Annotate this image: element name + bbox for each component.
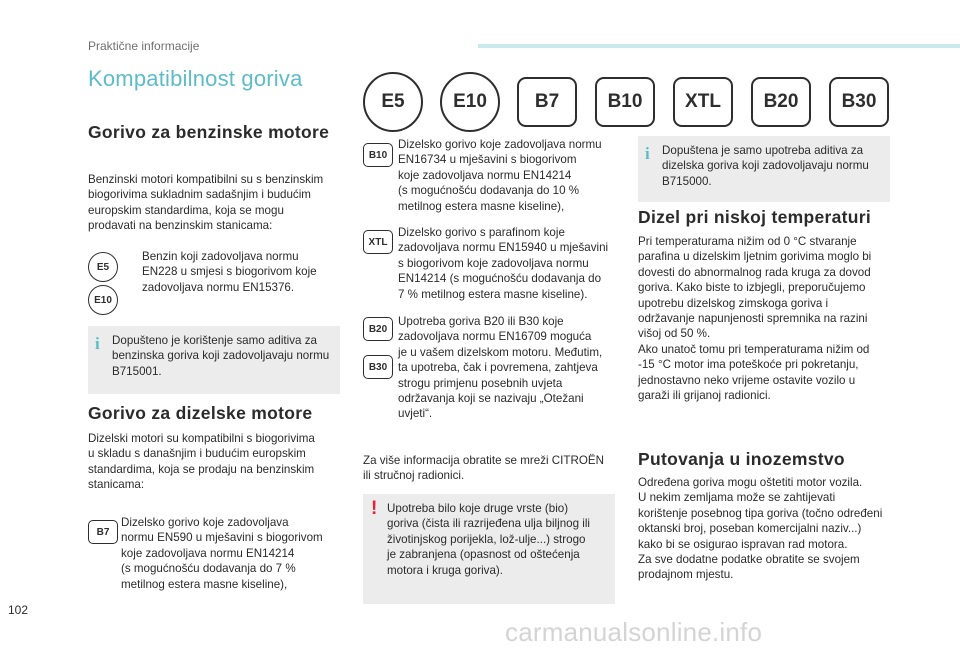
petrol-info-note <box>88 326 340 394</box>
diesel-info-note <box>638 136 890 202</box>
diesel-xtl-text: Dizelsko gorivo s parafinom koje zadovoljava normu EN15940 u mješavini s biogorivom koje zadovoljava normu EN14214 (s mogućnošću dodavanja do 7 % metilnog estera masne kiseline). <box>398 226 609 301</box>
fuel-label-e5-small: E5 <box>88 252 118 282</box>
diesel-more-info: Za više informacija obratite se mreži CITROËN ili stručnoj radionici. <box>363 454 604 483</box>
fuel-label-xtl: XTL <box>673 77 733 127</box>
page-title: Kompatibilnost goriva <box>88 66 303 91</box>
info-icon: i <box>645 144 650 163</box>
watermark: carmanualsonline.info <box>505 617 763 647</box>
fuel-label-e5: E5 <box>363 72 423 132</box>
diesel-b10-text: Dizelsko gorivo koje zadovoljava normu EN16734 u mješavini s biogorivom koje zadovoljava normu EN14214 (s mogućnošću dodavanja do 10 % metilnog estera masne kiseline), <box>398 138 602 213</box>
diesel-b7-text: Dizelsko gorivo koje zadovoljava normu EN590 u mješavini s biogorivom koje zadovoljava normu EN14214 (s mogućnošću dodavanja do 7 % metilnog estera masne kiseline), <box>121 516 323 591</box>
fuel-label-b30-small: B30 <box>363 355 393 379</box>
fuel-label-e10: E10 <box>440 72 500 132</box>
exclamation-icon: ! <box>371 498 378 519</box>
diesel-heading: Gorivo za dizelske motore <box>88 403 313 423</box>
fuel-label-b10-small: B10 <box>363 143 393 167</box>
info-icon: i <box>95 334 100 353</box>
fuel-label-b10: B10 <box>595 77 655 127</box>
fuel-label-b7-small: B7 <box>88 520 118 544</box>
fuel-label-b7: B7 <box>517 77 577 127</box>
diesel-note-text: Dopuštena je samo upotreba aditiva za dizelska goriva koji zadovoljavaju normu B715000. <box>662 144 869 188</box>
section-header: Praktične informacije <box>88 39 200 53</box>
fuel-label-b30: B30 <box>829 77 889 127</box>
fuel-label-b20-small: B20 <box>363 317 393 341</box>
header-rule <box>478 44 960 48</box>
diesel-warning-note <box>363 494 615 604</box>
abroad-text: Određena goriva mogu oštetiti motor vozila. U nekim zemljama može se zahtijevati korištenje posebnog tipa goriva (točno određeni oktanski broj, poseban komercijalni naziv...) kako bi se osigurao ispravan rad motora. Za sve dodatne podatke obratite se svojem prodajnom mjestu. <box>638 476 883 582</box>
cold-text: Pri temperaturama nižim od 0 °C stvaranje parafina u dizelskim ljetnim gorivima moglo bi dovesti do abnormalnog rada kruga za dovod goriva. Kako biste to izbjegli, preporučujemo upotrebu dizelskog zimskoga goriva i održavanje napunjenosti spremnika na razini višoj od 50 %. Ako unatoč tomu pri temperaturama nižim od -15 °C motor ima poteškoće pri pokretanju, jednostavno neko vrijeme ostavite vozilo u garaži ili grijanoj radionici. <box>638 235 872 403</box>
fuel-label-b20: B20 <box>751 77 811 127</box>
petrol-intro: Benzinski motori kompatibilni su s benzinskim biogorivima sukladnim sadašnjim i budućim europskim standardima, koja se mogu prodavati na benzinskim stanicama: <box>88 173 324 233</box>
diesel-intro: Dizelski motori su kompatibilni s biogorivima u skladu s današnjim i budućim europskim standardima, koja se prodaju na benzinskim stanicama: <box>88 432 315 492</box>
petrol-note-text: Dopušteno je korištenje samo aditiva za benzinska goriva koji zadovoljavaju normu B715001. <box>112 334 330 378</box>
petrol-heading: Gorivo za benzinske motore <box>88 122 330 142</box>
petrol-e5-e10-text: Benzin koji zadovoljava normu EN228 u smjesi s biogorivom koje zadovoljava normu EN15376. <box>142 250 317 294</box>
abroad-heading: Putovanja u inozemstvo <box>638 449 845 469</box>
fuel-label-e10-small: E10 <box>88 285 118 315</box>
diesel-b20-b30-text: Upotreba goriva B20 ili B30 koje zadovoljava normu EN16709 moguća je u vašem dizelskom motoru. Međutim, ta upotreba, čak i povremena, zahtjeva strogu primjenu posebnih uvjeta održavanja koji se nazivaju „Otežani uvjeti“. <box>398 315 603 421</box>
page-number: 102 <box>8 603 29 617</box>
cold-heading: Dizel pri niskoj temperaturi <box>638 207 872 227</box>
diesel-warning-text: Upotreba bilo koje druge vrste (bio) goriva (čista ili razrijeđena ulja biljnog ili životinjskog porijekla, lož-ulje...) strogo je zabranjena (opasnost od oštećenja motora i kruga goriva). <box>387 502 590 577</box>
fuel-label-xtl-small: XTL <box>363 230 393 254</box>
